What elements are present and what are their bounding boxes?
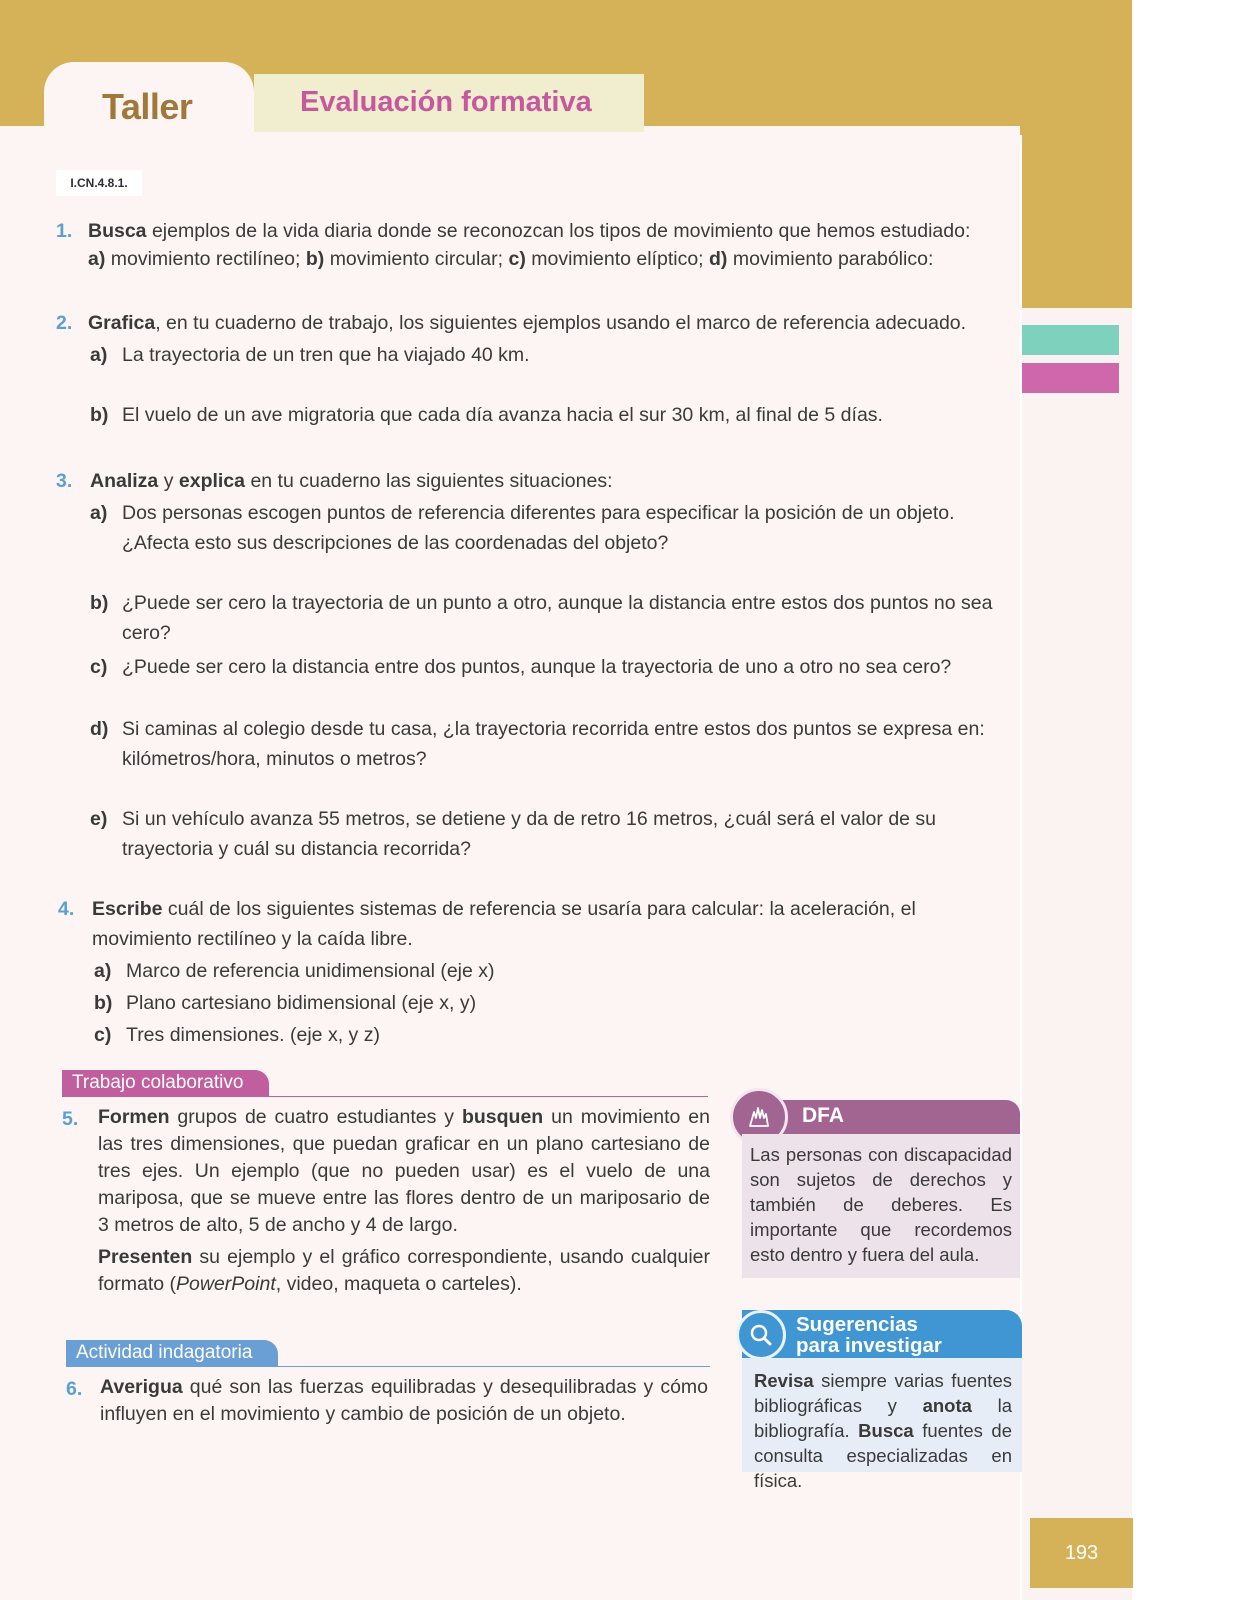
section-divider [66,1366,710,1367]
sugerencias-verb: Revisa [754,1370,814,1391]
question-number: 4. [58,898,75,920]
question-text: un movimiento en las tres dimensiones, que puedan graficar en un plano cartesiano de tres ejes. Un ejemplo (que no pueden usar) es el vuelo de una mariposa, que se mueve entre las flores dentro de un mariposario de 3 metros de alto, 5 de ancho y 4 de largo. [98,1106,710,1236]
item-label: a) [90,502,108,524]
item-text: movimiento circular; [329,248,504,270]
item-text: Tres dimensiones. (eje x, y z) [126,1024,380,1046]
item-label: a) [90,344,108,366]
item-label: b) [90,404,109,426]
question-text: en tu cuaderno las siguientes situaciones: [250,470,613,492]
sugerencias-verb: anota [922,1395,972,1416]
item-text: movimiento elíptico; [531,248,704,270]
section-actividad-indagatoria: Actividad indagatoria [66,1340,278,1366]
indicator-code: I.CN.4.8.1. [56,170,142,196]
item-label: a) [88,248,106,270]
side-column [1022,308,1132,1600]
item-text: movimiento parabólico: [732,248,934,270]
question-number: 3. [56,470,73,492]
question-verb: Analiza [90,470,159,492]
question-verb: Grafica [88,312,156,334]
pink-edge-tab [1022,363,1119,393]
question-text: , en tu cuaderno de trabajo, los siguientes ejemplos usando el marco de referencia adecuado. [155,312,967,334]
item-label: b) [90,592,109,614]
item-label: e) [90,808,108,830]
item-label: c) [90,656,108,678]
question-text: cuál de los siguientes sistemas de referencia se usaría para calcular: la aceleración, el movimiento rectilíneo y la caída libre. [92,898,916,950]
question-text: , video, maqueta o carteles). [275,1273,522,1295]
question-conjunction: y [163,470,174,492]
dfa-text: Las personas con discapacidad son sujetos de derechos y también de deberes. Es importante que recordemos esto dentro y fuera del aula. [750,1144,1012,1265]
sugerencias-title-line1: Sugerencias [796,1313,918,1336]
question-text: qué son las fuerzas equilibradas y desequilibradas y cómo influyen en el movimiento y cambio de posición de un objeto. [100,1376,709,1425]
item-text: Plano cartesiano bidimensional (eje x, y) [126,992,477,1014]
sugerencias-text [754,1368,1012,1493]
item-label: b) [94,992,113,1014]
sugerencias-verb: Busca [858,1420,914,1441]
page-number: 193 [1030,1518,1133,1588]
magnifier-icon [736,1310,786,1360]
item-label: d) [709,248,728,270]
section-divider [62,1096,708,1097]
question-verb: Presenten [98,1246,193,1268]
sugerencias-title-line2: para investigar [796,1334,942,1357]
question-verb: Escribe [92,898,163,920]
item-text: movimiento rectilíneo; [110,248,301,270]
question-verb: Formen [98,1106,170,1128]
teal-edge-tab [1022,325,1119,355]
question-text: ejemplos de la vida diaria donde se reconozcan los tipos de movimiento que hemos estudiado: [151,220,971,242]
item-text: ¿Puede ser cero la distancia entre dos puntos, aunque la trayectoria de uno a otro no sea cero? [122,656,952,678]
question-number: 1. [56,220,73,242]
item-label: b) [305,248,325,270]
dfa-title: DFA [802,1104,844,1127]
item-text: Marco de referencia unidimensional (eje x) [126,960,495,982]
page-title: Evaluación formativa [300,86,592,118]
question-number: 5. [62,1108,79,1130]
question-text: su ejemplo y el gráfico correspondiente, usando cualquier formato ( [98,1246,710,1295]
right-gold-band [1022,0,1132,308]
item-label: c) [94,1024,112,1046]
question-verb: busquen [461,1106,544,1128]
question-text: grupos de cuatro estudiantes y [177,1106,455,1128]
item-text: Dos personas escogen puntos de referencia diferentes para especificar la posición de un objeto. ¿Afecta esto sus descripciones de las coordenadas del objeto? [122,502,955,554]
item-label: a) [94,960,112,982]
question-number: 2. [56,312,73,334]
question-number: 6. [66,1378,83,1400]
item-text: Si un vehículo avanza 55 metros, se detiene y da de retro 16 metros, ¿cuál será el valor de su trayectoria y cuál su distancia recorrida? [122,808,937,860]
question-verb: explica [178,470,246,492]
item-text: ¿Puede ser cero la trayectoria de un punto a otro, aunque la distancia entre estos dos puntos no sea cero? [122,592,993,644]
item-text: La trayectoria de un tren que ha viajado 40 km. [122,344,530,366]
question-verb: Averigua [100,1376,183,1398]
sugerencias-text-part: siempre varias fuentes bibliográficas y [754,1370,1012,1416]
section-trabajo-colaborativo: Trabajo colaborativo [62,1070,269,1096]
question-italic: PowerPoint [176,1273,276,1295]
item-text: El vuelo de un ave migratoria que cada día avanza hacia el sur 30 km, al final de 5 días. [122,404,883,426]
item-label: d) [90,718,109,740]
sugerencias-text-part: la bibliografía. [754,1395,1012,1441]
section-title: Taller [102,86,193,127]
sugerencias-text-part: fuentes de consulta especializadas en física. [754,1420,1012,1491]
item-text: Si caminas al colegio desde tu casa, ¿la trayectoria recorrida entre estos dos puntos se expresa en: kilómetros/hora, minutos o metros? [122,718,985,770]
item-label: c) [508,248,526,270]
sugerencias-title [796,1310,996,1356]
question-verb: Busca [88,220,147,242]
